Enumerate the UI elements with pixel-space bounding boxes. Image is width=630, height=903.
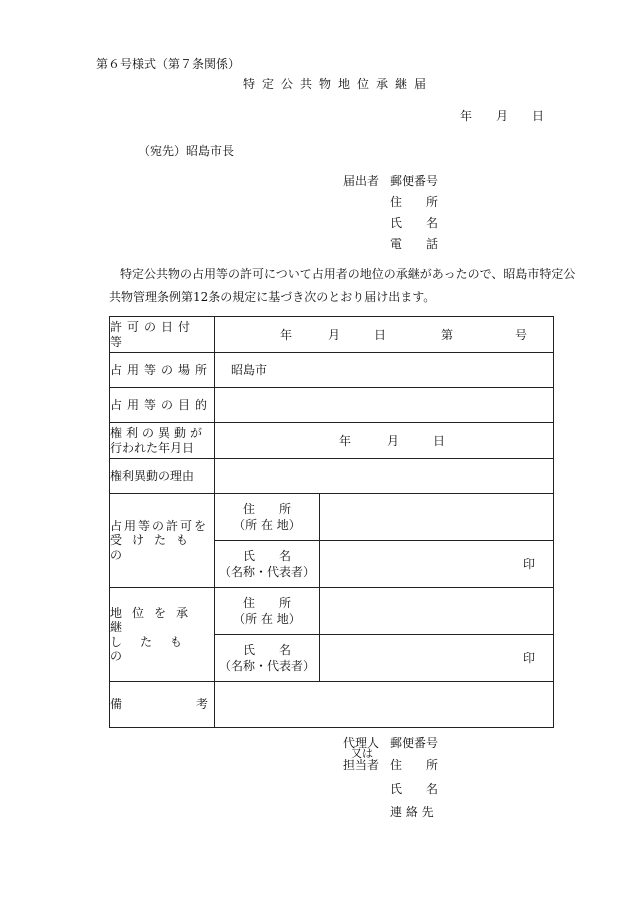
- transfer-date-label: [110, 423, 215, 459]
- notification-table: [109, 316, 554, 728]
- date-year-label: 年: [460, 109, 473, 123]
- successor-label: [110, 588, 215, 682]
- permit-holder-address-label-main: 住 所: [242, 501, 291, 516]
- permit-holder-name-label: [215, 541, 320, 588]
- permit-date-label: [110, 320, 214, 349]
- transfer-date-value[interactable]: [215, 423, 554, 459]
- reason-value[interactable]: [215, 459, 554, 494]
- transfer-day-label: 日: [433, 433, 446, 448]
- successor-name-label: [215, 635, 320, 682]
- successor-label-2: したもの: [110, 634, 201, 663]
- applicant-label: 届出者: [343, 174, 380, 188]
- permit-year-label: 年: [280, 327, 293, 342]
- applicant-name-label: 氏 名: [390, 216, 439, 230]
- permit-holder-name-value[interactable]: [320, 541, 554, 588]
- date-month-label: 月: [496, 109, 509, 123]
- reason-label: 権利異動の理由: [110, 459, 215, 494]
- addressee: （宛先）昭島市長: [138, 144, 235, 158]
- successor-name-value[interactable]: [320, 635, 554, 682]
- permit-holder-seal-mark: 印: [522, 556, 535, 571]
- agent-name-label: 氏 名: [390, 782, 439, 796]
- remarks-label-1: 備: [110, 697, 123, 712]
- successor-name-label-main: 氏 名: [242, 642, 291, 657]
- transfer-month-label: 月: [387, 433, 400, 448]
- permit-go-label: 号: [515, 327, 528, 342]
- document-title: 特定公共物地位承継届: [243, 77, 434, 91]
- agent-label-1: 代理人: [343, 736, 380, 750]
- body-text-line-1: 特定公共物の占用等の許可について占用者の地位の承継があったので、昭島市特定公: [120, 267, 576, 281]
- permit-date-label-text: 許可の日付等: [110, 320, 196, 349]
- purpose-label-text: 占用等の目的: [110, 397, 213, 412]
- permit-holder-address-label: [215, 494, 320, 541]
- place-label-text: 占用等の場所: [110, 362, 213, 377]
- permit-holder-address-label-sub: （所 在 地）: [233, 518, 301, 532]
- permit-holder-name-label-sub: （名称・代表者）: [218, 565, 315, 579]
- agent-contact-label: 連 絡 先: [390, 805, 434, 819]
- permit-holder-label: [110, 494, 215, 588]
- successor-address-row: [110, 588, 554, 635]
- transfer-date-label-2: 行われた年月日: [110, 440, 195, 455]
- place-row: [110, 353, 554, 388]
- body-text-line-2: 共物管理条例第12条の規定に基づき次のとおり届け出ます。: [109, 290, 436, 304]
- purpose-value[interactable]: [215, 388, 554, 423]
- successor-label-1: 地位を承継: [110, 605, 199, 635]
- applicant-phone-label: 電 話: [390, 237, 439, 251]
- agent-label-2: 又は: [351, 747, 373, 760]
- agent-label-3: 担当者: [343, 758, 380, 772]
- permit-date-value[interactable]: [215, 317, 554, 353]
- applicant-postal-label: 郵便番号: [390, 174, 439, 188]
- purpose-row: [110, 388, 554, 423]
- transfer-date-label-1: 権利の異動が: [110, 426, 207, 441]
- successor-seal-mark: 印: [522, 650, 535, 665]
- place-value[interactable]: 昭島市: [215, 353, 554, 388]
- permit-date-row: [110, 317, 554, 353]
- permit-holder-label-2: 受けたもの: [110, 533, 199, 562]
- agent-postal-label: 郵便番号: [390, 736, 439, 750]
- permit-holder-label-1: 占用等の許可を: [110, 518, 209, 533]
- remarks-label-2: 考: [195, 697, 208, 712]
- form-number: 第６号様式（第７条関係）: [96, 57, 241, 71]
- successor-address-label-main: 住 所: [242, 595, 291, 610]
- reason-row: [110, 459, 554, 494]
- permit-dai-label: 第: [441, 327, 454, 342]
- successor-address-value[interactable]: [320, 588, 554, 635]
- remarks-label: [110, 682, 215, 728]
- permit-holder-address-value[interactable]: [320, 494, 554, 541]
- successor-address-label-sub: （所 在 地）: [233, 612, 301, 626]
- successor-name-label-sub: （名称・代表者）: [218, 659, 315, 673]
- successor-address-label: [215, 588, 320, 635]
- permit-month-label: 月: [328, 327, 341, 342]
- transfer-date-row: [110, 423, 554, 459]
- permit-holder-name-label-main: 氏 名: [242, 548, 291, 563]
- permit-day-label: 日: [374, 327, 387, 342]
- permit-date-label-cell: [110, 317, 215, 353]
- agent-address-label: 住 所: [390, 758, 439, 772]
- remarks-value[interactable]: [215, 682, 554, 728]
- transfer-year-label: 年: [339, 433, 352, 448]
- purpose-label: [110, 388, 215, 423]
- remarks-row: [110, 682, 554, 728]
- date-day-label: 日: [532, 109, 545, 123]
- place-label: [110, 353, 215, 388]
- permit-holder-address-row: [110, 494, 554, 541]
- applicant-address-label: 住 所: [390, 195, 439, 209]
